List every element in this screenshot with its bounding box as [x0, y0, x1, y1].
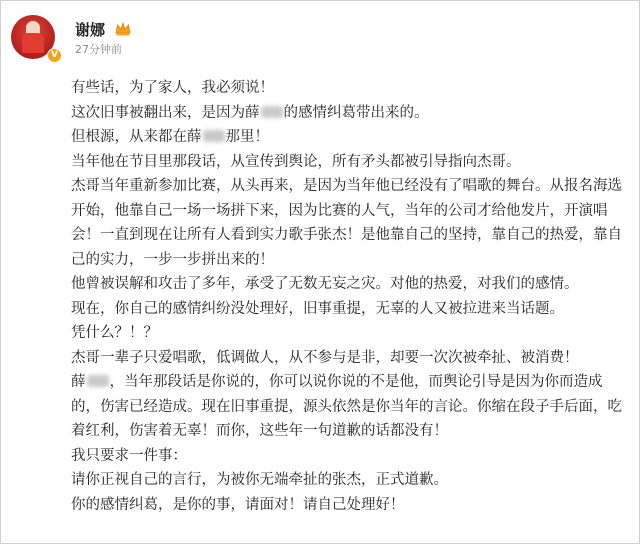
post-body: [71, 76, 627, 517]
paragraph: [71, 125, 627, 150]
text-segment: ，当年那段话是你说的，你可以说你说的不是他，而舆论引导是因为你而造成的，伤害已经造成。现在旧事重提，源头依然是你当年的言论。你缩在段子手后面，吃着红利，伤害着无辜！而你，这些年一句道歉的话都没有！: [71, 374, 622, 439]
paragraph: 杰哥一辈子只爱唱歌，低调做人，从不参与是非，却要一次次被牵扯、被消费！: [71, 349, 579, 366]
gold-crown-icon: [115, 21, 131, 37]
redacted-name: [203, 130, 225, 142]
paragraph: 请你正视自己的言行，为被你无端牵扯的张杰，正式道歉。: [71, 472, 448, 488]
paragraph: 我只要求一件事：: [71, 447, 187, 464]
text-segment: 但根源，从来都在薛: [71, 129, 202, 145]
text-segment: 薛: [71, 374, 86, 390]
paragraph: 现在，你自己的感情纠纷没处理好，旧事重提，无辜的人又被拉进来当话题。: [71, 300, 564, 317]
text-segment: 这次旧事被翻出来，是因为薛: [71, 104, 260, 121]
paragraph: [71, 101, 627, 126]
verified-badge-icon: V: [47, 48, 62, 63]
text-segment: 那里！: [225, 129, 269, 145]
paragraph: 你的感情纠葛，是你的事，请面对！请自己处理好！: [71, 496, 405, 513]
paragraph: 有些话，为了家人，我必须说！: [71, 80, 274, 96]
paragraph: 杰哥当年重新参加比赛，从头再来，是因为当年他已经没有了唱歌的舞台。从报名海选开始，他靠自己一场一场拼下来，因为比赛的人气，当年的公司才给他发片，开演唱会！一直到现在让所有人看到实力歌手张杰！是他靠自己的坚持，靠自己的热爱，靠自己的实力，一步一步拼出来的！: [71, 178, 622, 268]
paragraph: [71, 370, 627, 444]
redacted-name: [87, 375, 109, 387]
paragraph: 凭什么？！？: [71, 325, 158, 341]
avatar-figure: [26, 21, 40, 53]
post-time[interactable]: 27分钟前: [75, 43, 122, 56]
redacted-name: [261, 106, 283, 118]
user-name[interactable]: 谢娜: [75, 21, 106, 39]
paragraph: 他曾被误解和攻击了多年，承受了无数无妄之灾。对他的热爱，对我们的感情。: [71, 276, 579, 292]
paragraph: 当年他在节目里那段话，从宣传到舆论，所有矛头都被引导指向杰哥。: [71, 153, 521, 170]
text-segment: 的感情纠葛带出来的。: [283, 104, 429, 121]
